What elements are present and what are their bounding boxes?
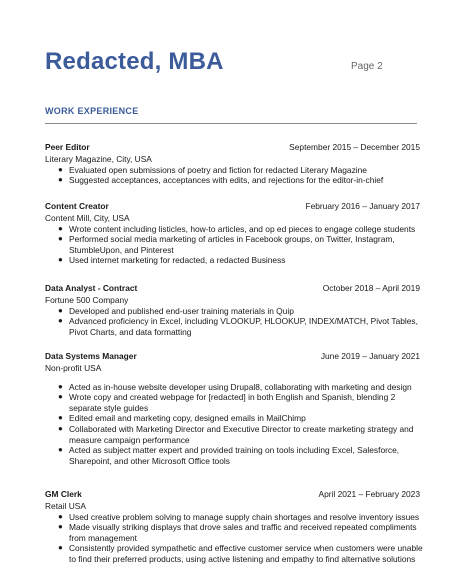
list-item: ● Acted as subject matter expert and provided training on tools including Excel, Salesforce, Sharepoint, and other Microsoft Office tools xyxy=(58,445,400,466)
job-entry-gm-clerk xyxy=(45,489,430,565)
job-entry-data-analyst xyxy=(45,283,430,337)
bullet-icon: ● xyxy=(58,511,63,521)
job-entry-peer-editor xyxy=(45,142,430,186)
candidate-name: Redacted, MBA xyxy=(45,48,224,75)
list-item: ● Suggested acceptances, acceptances with edits, and rejections for the editor-in-chief xyxy=(58,175,384,186)
job-entry-content-creator xyxy=(45,201,430,266)
bullet-icon: ● xyxy=(58,423,63,433)
job-organization: Literary Magazine, City, USA xyxy=(45,154,152,164)
job-title: Data Analyst - Contract xyxy=(45,283,138,293)
bullet-icon: ● xyxy=(58,255,63,265)
bullet-icon: ● xyxy=(58,413,63,423)
job-bullets xyxy=(45,382,430,467)
job-dates: June 2019 – January 2021 xyxy=(320,351,420,361)
job-dates: October 2018 – April 2019 xyxy=(322,283,420,293)
list-item: ● Wrote content including listicles, how-to articles, and op ed pieces to engage college students xyxy=(58,223,416,234)
spacer xyxy=(45,374,430,382)
job-dates: September 2015 – December 2015 xyxy=(289,142,420,152)
job-organization: Fortune 500 Company xyxy=(45,295,129,305)
job-organization: Retail USA xyxy=(45,501,86,511)
section-divider xyxy=(45,123,417,124)
bullet-icon: ● xyxy=(58,445,63,455)
list-item: ● Edited email and marketing copy, designed emails in MailChimp xyxy=(58,413,306,424)
list-item: ● Used creative problem solving to manage supply chain shortages and resolve inventory issues xyxy=(58,511,420,522)
bullet-icon: ● xyxy=(58,164,63,174)
page-number: Page 2 xyxy=(351,61,383,72)
job-organization: Content Mill, City, USA xyxy=(45,213,130,223)
bullet-icon: ● xyxy=(58,543,63,553)
job-entry-data-systems-manager xyxy=(45,351,430,466)
bullet-icon: ● xyxy=(58,175,63,185)
job-bullets xyxy=(45,512,430,565)
section-heading: WORK EXPERIENCE xyxy=(45,106,139,116)
bullet-icon: ● xyxy=(58,234,63,244)
list-item: ● Used internet marketing for redacted, a redacted Business xyxy=(58,255,286,266)
job-bullets xyxy=(45,224,430,266)
bullet-icon: ● xyxy=(58,316,63,326)
bullet-icon: ● xyxy=(58,392,63,402)
list-item: ● Developed and published end-user training materials in Quip xyxy=(58,305,294,316)
list-item: ● Performed social media marketing of articles in Facebook groups, on Twitter, Instagram, StumbleUpon, and Pinterest xyxy=(58,234,395,255)
list-item: ● Advanced proficiency in Excel, including VLOOKUP, HLOOKUP, INDEX/MATCH, Pivot Tables, Pivot Charts, and data formatting xyxy=(58,316,418,337)
list-item: ● Consistently provided sympathetic and effective customer service when customers were unable to find their preferred products, using active listening and empathy to find alternative solutions xyxy=(58,543,423,564)
list-item: ● Acted as in-house website developer using Drupal8, collaborating with marketing and design xyxy=(58,381,412,392)
list-item: ● Wrote copy and created webpage for [redacted] in both English and Spanish, blending 2 separate style guides xyxy=(58,392,396,413)
job-title: Data Systems Manager xyxy=(45,351,137,361)
job-title: Peer Editor xyxy=(45,142,90,152)
bullet-icon: ● xyxy=(58,381,63,391)
list-item: ● Made visually striking displays that drove sales and traffic and received repeated compliments from management xyxy=(58,522,417,543)
bullet-icon: ● xyxy=(58,223,63,233)
job-bullets xyxy=(45,306,430,338)
bullet-icon: ● xyxy=(58,522,63,532)
job-dates: February 2016 – January 2017 xyxy=(305,201,420,211)
job-dates: April 2021 – February 2023 xyxy=(318,489,420,499)
job-title: GM Clerk xyxy=(45,489,82,499)
job-organization: Non-profit USA xyxy=(45,363,102,373)
bullet-icon: ● xyxy=(58,305,63,315)
list-item: ● Collaborated with Marketing Director and Executive Director to create marketing strategy and measure campaign performance xyxy=(58,423,414,445)
job-title: Content Creator xyxy=(45,201,109,211)
list-item: ● Evaluated open submissions of poetry and fiction for redacted Literary Magazine xyxy=(58,164,367,175)
job-bullets xyxy=(45,165,430,186)
